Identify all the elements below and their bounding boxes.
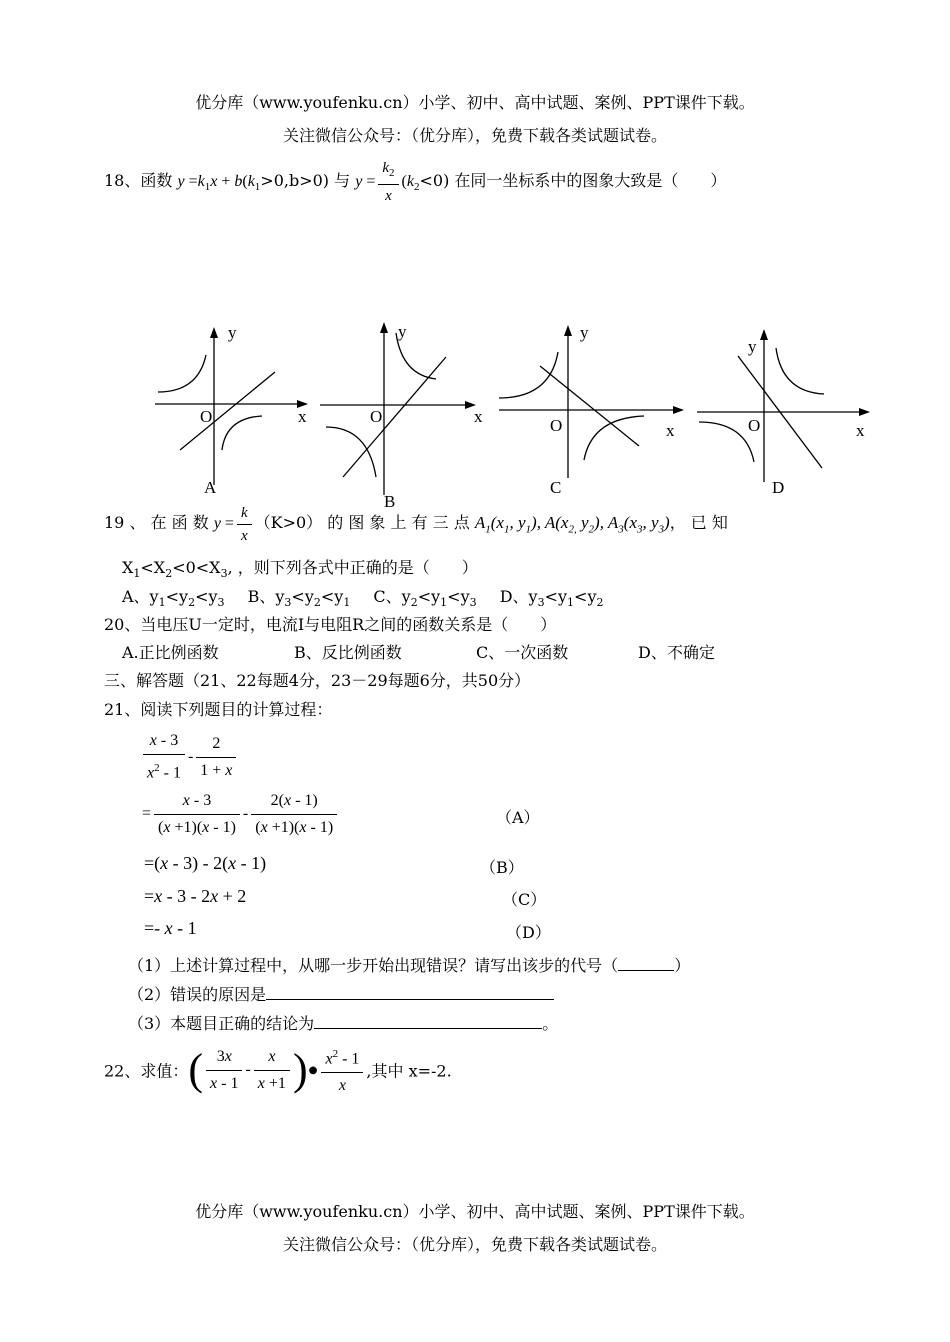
graph-a-y-label: y — [228, 323, 237, 342]
q19-line-2: $X_1<X_2<0<X_3$, ，则下列各式中正确的是（ ） — [122, 558, 478, 581]
q21-step-c-expression: =x - 3 - 2x + 2 — [144, 886, 247, 906]
q21-step-b-expression: =(x - 3) - 2(x - 1) — [144, 853, 267, 873]
q21-step-b-label: （B） — [480, 858, 524, 877]
q22-number: 22、求值： — [104, 1061, 189, 1081]
q21-sub-1: （1）上述计算过程中，从哪一步开始出现错误？请写出该步的代号（ ） — [128, 956, 691, 975]
graph-b-y-label: y — [398, 322, 407, 341]
graph-a-origin: O — [200, 407, 213, 426]
q19-option-b: B、$y_3<y_2<y_1$ — [247, 587, 351, 610]
graph-d-y-label: y — [748, 337, 757, 356]
q21-step-a-label: （A） — [496, 808, 540, 827]
footer-line-1: 优分库（www.youfenku.cn）小学、初中、高中试题、案例、PPT课件下载。 — [195, 1202, 755, 1221]
header-line-1: 优分库（www.youfenku.cn）小学、初中、高中试题、案例、PPT课件下载。 — [195, 93, 755, 112]
graph-d-origin: O — [748, 416, 761, 435]
q20-option-b: B、反比例函数 — [294, 643, 402, 662]
graph-b-origin: O — [370, 407, 383, 426]
q20-option-a: A.正比例函数 — [122, 643, 219, 662]
q18-condition-2: <0) 在同一坐标系中的图象大致是（ ） — [419, 171, 727, 190]
question-21-title: 21、阅读下列题目的计算过程： — [104, 700, 333, 719]
q21-sub-3: （3）本题目正确的结论为 。 — [128, 1014, 559, 1033]
q21-step-d-label: （D） — [506, 923, 551, 942]
q20-option-d: D、不确定 — [638, 643, 715, 662]
q19-line-2-tail: ，则下列各式中正确的是（ ） — [237, 558, 478, 577]
q21-step-d-expression: =- x - 1 — [144, 918, 197, 938]
q19-number: 19 、 在 函 数 — [104, 513, 209, 532]
question-22: 22、求值：( $\frac{3x}{x - 1}$ - $\frac{x}{x +1}$ )● $\frac{x^2 - 1}{x}$ ,其中 x=-2. — [104, 1043, 452, 1097]
section-3-title: 三、解答题（21、22每题4分，23－29每题6分，共50分） — [104, 671, 531, 690]
q21-sub-2: （2）错误的原因是 — [128, 982, 554, 1005]
question-20: 20、当电压U一定时，电流I与电阻R之间的函数关系是（ ） — [104, 615, 557, 634]
graph-c-x-label: x — [666, 421, 675, 440]
question-18: 18、函数 $y =k_1x + b(k_1>0,b>0)$ 与 y = $\frac{k_2}{x}$ $(k_2<0)$ 在同一坐标系中的图象大致是（ ） — [104, 160, 727, 205]
q21-expression: $\frac{x - 3}{x^2 - 1}$ - $\frac{2}{1 + x}$ — [140, 730, 239, 784]
graph-c-origin: O — [550, 416, 563, 435]
graph-c-label: C — [550, 478, 562, 497]
q21-step-a-expression: = $\frac{x - 3}{(x +1)(x - 1)}$ - $\frac{2(x - 1)}{(x +1)(x - 1)}$ — [142, 790, 340, 839]
graph-c — [494, 318, 694, 500]
q18-number: 18、函数 — [104, 171, 173, 190]
q19-options — [122, 584, 604, 609]
q20-option-c: C、一次函数 — [476, 643, 569, 662]
graph-a-x-label: x — [298, 407, 307, 426]
footer-line-2: 关注微信公众号：（优分库），免费下载各类试题试卷。 — [282, 1235, 667, 1254]
graph-b — [318, 315, 493, 515]
q21-step-c-label: （C） — [502, 890, 547, 909]
graph-a — [150, 320, 320, 500]
graph-a-label: A — [204, 478, 217, 497]
graph-d — [694, 322, 874, 502]
q18-condition-1: >0,b>0) 与 — [260, 171, 351, 190]
answer-blank-1[interactable] — [618, 970, 674, 971]
header-line-2: 关注微信公众号：（优分库），免费下载各类试题试卷。 — [282, 126, 667, 145]
q22-tail: ,其中 x=-2. — [366, 1061, 452, 1081]
graph-d-label: D — [772, 478, 785, 497]
question-19: 19 、 在 函 数 y = $\frac{k}{x}$ （K>0） 的 图 象 上 有 三 点 $A_1(x_1$, $y_1$), $A(x_{2,}$ $y_2$), $A_3(x_3$, $y_3$)， 已 知 — [104, 504, 728, 544]
q19-option-c: C、$y_2<y_1<y_3$ — [373, 587, 477, 610]
graph-c-y-label: y — [580, 323, 589, 342]
graph-b-label: B — [384, 492, 396, 511]
q19-option-a: A、$y_1<y_2<y_3$ — [122, 587, 225, 610]
graph-d-x-label: x — [856, 421, 865, 440]
answer-blank-3[interactable] — [314, 1028, 542, 1029]
q19-condition: （K>0） 的 图 象 上 有 三 点 — [254, 513, 470, 532]
q19-known: ， 已 知 — [669, 513, 728, 532]
q19-option-d: D、$y_3<y_1<y_2$ — [499, 587, 604, 610]
graph-b-x-label: x — [474, 407, 483, 426]
answer-blank-2[interactable] — [266, 999, 554, 1000]
